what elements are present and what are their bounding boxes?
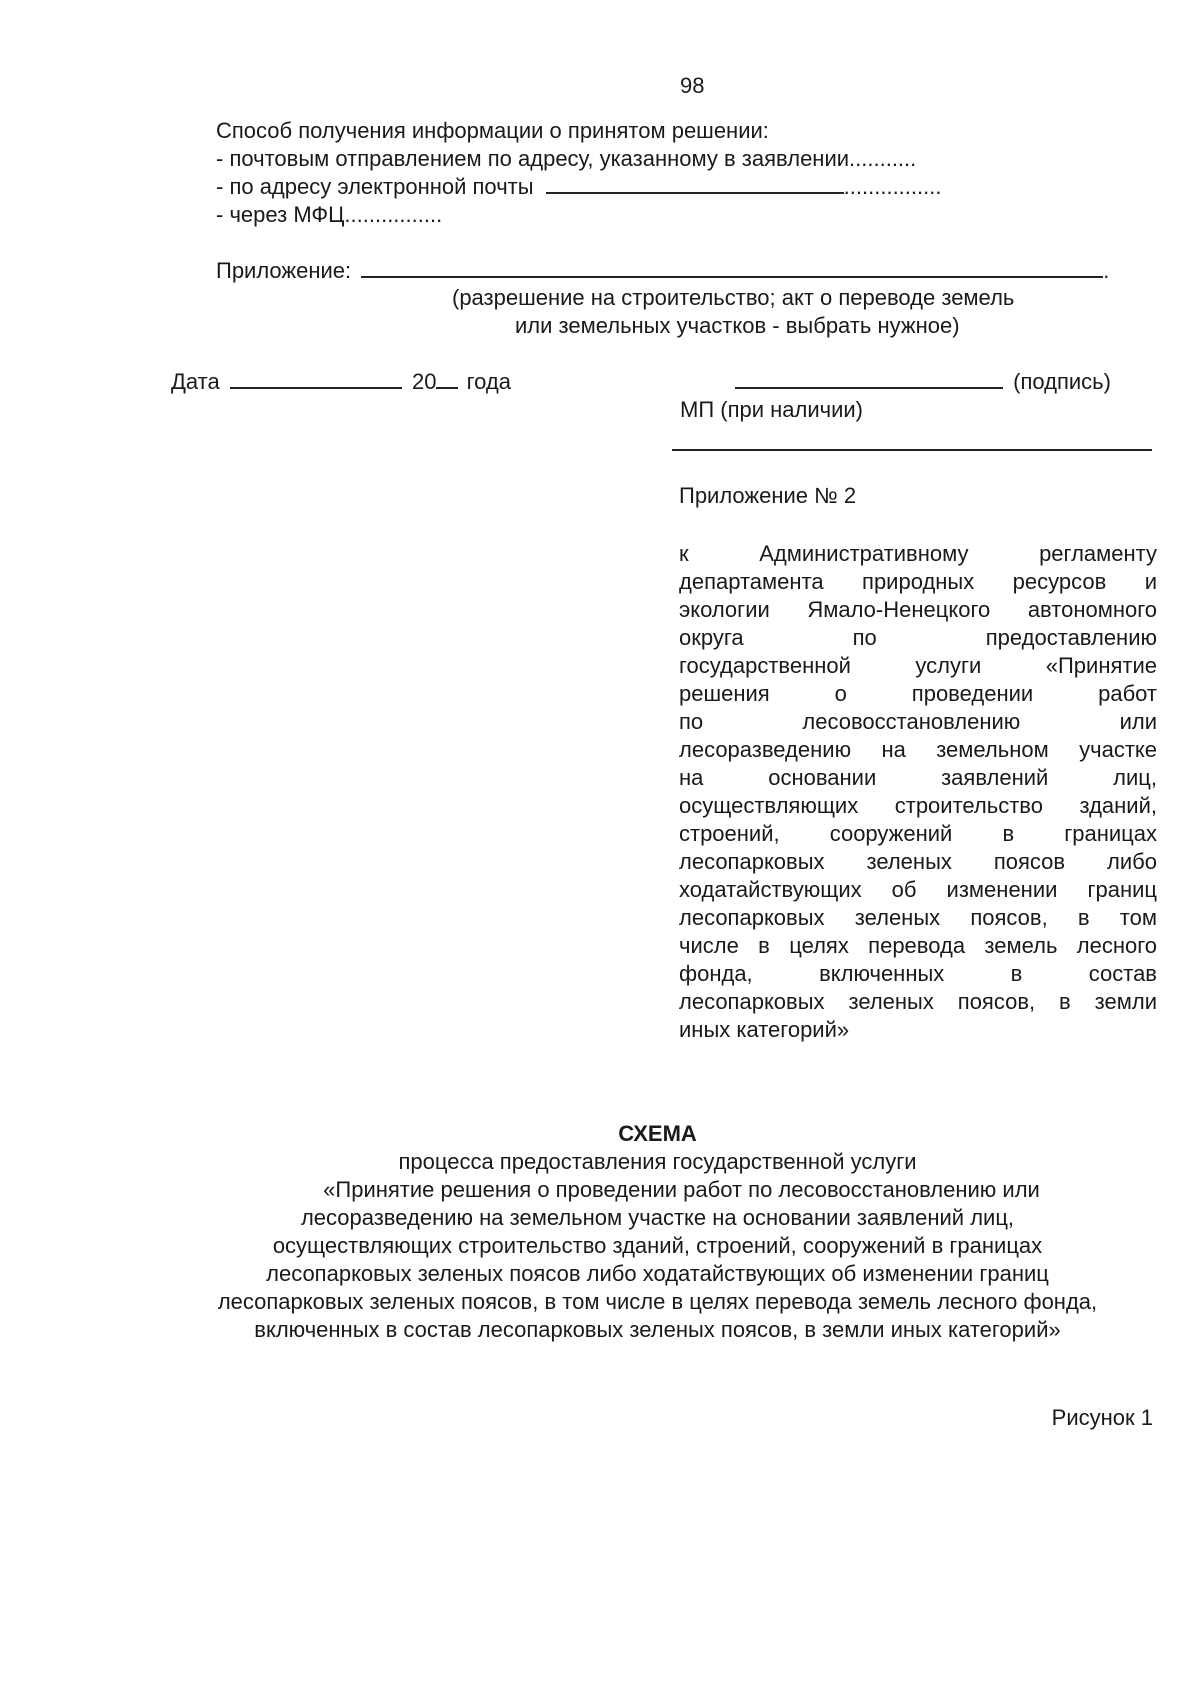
page-number: 98: [680, 73, 705, 98]
appendix-line: лесопарковых зеленых поясов либо: [679, 849, 1157, 874]
appendix-line: числе в целях перевода земель лесного: [679, 933, 1157, 958]
info-method-post: - почтовым отправлением по адресу, указанному в заявлении...........: [216, 146, 917, 171]
scheme-line: процесса предоставления государственной услуги: [398, 1149, 917, 1174]
scheme-line: «Принятие решения о проведении работ по лесовосстановлению или: [323, 1177, 1040, 1202]
scheme-line: осуществляющих строительство зданий, строений, сооружений в границах: [272, 1233, 1043, 1258]
appendix-line: экологии Ямало-Ненецкого автономного: [679, 597, 1157, 622]
appendix-text: [679, 540, 1157, 1044]
year-suffix: года: [466, 369, 511, 394]
info-method-mfc: - через МФЦ................: [216, 202, 443, 227]
info-method-email: [216, 173, 941, 201]
signature-blank-line: [735, 369, 1003, 389]
appendix-line: иных категорий»: [679, 1017, 850, 1042]
appendix-line: департамента природных ресурсов и: [679, 569, 1157, 594]
signature-label: (подпись): [1013, 369, 1111, 394]
scheme-title: СХЕМА: [618, 1121, 697, 1146]
info-method-email-suffix: ................: [843, 174, 942, 199]
figure-label: Рисунок 1: [1051, 1405, 1153, 1430]
appendix-line: фонда, включенных в состав: [679, 961, 1157, 986]
scheme-line: включенных в состав лесопарковых зеленых поясов, в земли иных категорий»: [254, 1317, 1061, 1342]
date-row: [171, 368, 511, 396]
info-method-heading: Способ получения информации о принятом решении:: [216, 118, 769, 143]
appendix-line: лесопарковых зеленых поясов, в том: [679, 905, 1157, 930]
attachment-line: [216, 257, 1109, 285]
info-method-email-label: - по адресу электронной почты: [216, 174, 534, 199]
date-blank-line: [230, 369, 402, 389]
appendix-line: к Административному регламенту: [679, 541, 1157, 566]
scheme-line: лесопарковых зеленых поясов либо ходатайствующих об изменении границ: [266, 1261, 1049, 1286]
signature-row: [735, 368, 1111, 396]
appendix-line: государственной услуги «Принятие: [679, 653, 1157, 678]
appendix-line: лесоразведению на земельном участке: [679, 737, 1157, 762]
seal-label: МП (при наличии): [680, 397, 864, 422]
appendix-line: ходатайствующих об изменении границ: [679, 877, 1157, 902]
appendix-line: решения о проведении работ: [679, 681, 1157, 706]
date-label: Дата: [171, 369, 220, 394]
year-blank-line: [436, 369, 458, 389]
scheme-line: лесоразведению на земельном участке на основании заявлений лиц,: [300, 1205, 1015, 1230]
separator-rule: [672, 449, 1152, 451]
appendix-line: лесопарковых зеленых поясов, в земли: [679, 989, 1157, 1014]
appendix-line: округа по предоставлению: [679, 625, 1157, 650]
attachment-label: Приложение:: [216, 258, 352, 283]
attachment-note-line2: или земельных участков - выбрать нужное): [515, 313, 960, 338]
attachment-note-line1: (разрешение на строительство; акт о переводе земель: [452, 285, 1015, 310]
scheme-block: [120, 1120, 1195, 1344]
appendix-line: строений, сооружений в границах: [679, 821, 1157, 846]
year-prefix: 20: [411, 369, 437, 394]
email-blank-line: [546, 174, 844, 194]
appendix-title: Приложение № 2: [679, 483, 857, 508]
scheme-line: лесопарковых зеленых поясов, в том числе в целях перевода земель лесного фонда,: [217, 1289, 1098, 1314]
attachment-blank-line: [361, 258, 1103, 278]
appendix-line: осуществляющих строительство зданий,: [679, 793, 1157, 818]
appendix-line: на основании заявлений лиц,: [679, 765, 1157, 790]
attachment-end-mark: .: [1103, 258, 1110, 283]
appendix-line: по лесовосстановлению или: [679, 709, 1157, 734]
